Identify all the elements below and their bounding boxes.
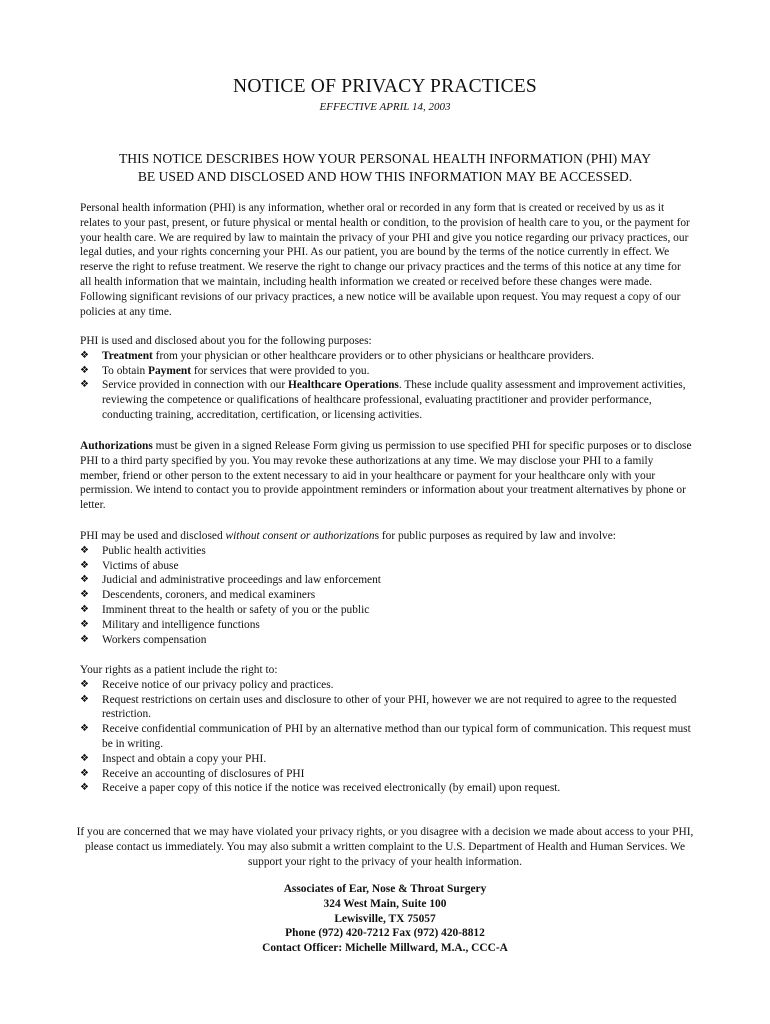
closing-text: If you are concerned that we may have violated your privacy rights, or you disagree with a decision we made about access to your PHI, please contact us immediately. You may also submit a written complaint to the U.S. Department of Health and Human Services. We support your right to the privacy of your health information. bbox=[76, 826, 694, 868]
list-item: ❖ Workers compensation bbox=[80, 633, 207, 646]
diamond-bullet-icon: ❖ bbox=[80, 544, 89, 556]
page-title: NOTICE OF PRIVACY PRACTICES bbox=[233, 76, 537, 97]
diamond-bullet-icon: ❖ bbox=[80, 559, 89, 571]
contact-block bbox=[0, 882, 770, 956]
closing-paragraph bbox=[70, 825, 700, 869]
purpose-term: Payment bbox=[148, 364, 192, 377]
street-address: 324 West Main, Suite 100 bbox=[323, 897, 447, 910]
phone-fax: Phone (972) 420-7212 Fax (972) 420-8812 bbox=[285, 927, 485, 940]
list-item: ❖ Service provided in connection with our Healthcare Operations. These include quality assessment and improvement activities, reviewing the competence or qualifications of healthcare professional, evaluating practitioner and provider performance, conducting training, accreditation, certification, or licensing activities. bbox=[80, 379, 686, 421]
intro-text: Personal health information (PHI) is any information, whether oral or recorded in any form that is created or received by us as it relates to your past, present, or future physical or mental health or condition, to the provision of health care to you, or the payment for your health care. We are required by law to maintain the privacy of your PHI and give you notice regarding our privacy practices, our legal duties, and your rights concerning your PHI. As our patient, you are bound by the terms of the notice currently in effect. We reserve the right to refuse treatment. We reserve the right to change our privacy practices and the terms of this notice at any time for all health information that we maintain, including health information we created or received before these changes were made. Following significant revisions of our privacy practices, a new notice will be available upon request. You may request a copy of our policies at any time. bbox=[80, 202, 690, 318]
contact-officer: Contact Officer: Michelle Millward, M.A., CCC-A bbox=[262, 942, 508, 955]
diamond-bullet-icon: ❖ bbox=[80, 767, 89, 779]
list-item: ❖ Judicial and administrative proceedings and law enforcement bbox=[80, 574, 381, 587]
list-item: ❖ Inspect and obtain a copy your PHI. bbox=[80, 752, 267, 765]
rights-section bbox=[80, 663, 692, 796]
notice-headline bbox=[60, 150, 710, 186]
headline-line-2: BE USED AND DISCLOSED AND HOW THIS INFORMATION MAY BE ACCESSED. bbox=[137, 169, 633, 184]
public-purposes-section bbox=[80, 529, 692, 647]
public-purposes-list bbox=[80, 544, 692, 648]
diamond-bullet-icon: ❖ bbox=[80, 589, 89, 601]
list-item: ❖ Victims of abuse bbox=[80, 559, 179, 572]
diamond-bullet-icon: ❖ bbox=[80, 364, 89, 376]
city-state-zip: Lewisville, TX 75057 bbox=[334, 912, 436, 925]
diamond-bullet-icon: ❖ bbox=[80, 574, 89, 586]
diamond-bullet-icon: ❖ bbox=[80, 379, 89, 391]
diamond-bullet-icon: ❖ bbox=[80, 349, 89, 361]
diamond-bullet-icon: ❖ bbox=[80, 782, 89, 794]
list-item: ❖ To obtain Payment for services that were provided to you. bbox=[80, 364, 370, 377]
list-item: ❖ Public health activities bbox=[80, 544, 206, 557]
diamond-bullet-icon: ❖ bbox=[80, 678, 89, 690]
authorizations-paragraph bbox=[80, 439, 692, 513]
list-item: ❖ Treatment from your physician or other healthcare providers or to other physicians or healthcare providers. bbox=[80, 349, 595, 362]
authorizations-term: Authorizations bbox=[80, 440, 153, 452]
public-lead: PHI may be used and disclosed without consent or authorizations for public purposes as required by law and involve: bbox=[80, 530, 616, 542]
diamond-bullet-icon: ❖ bbox=[80, 633, 89, 645]
list-item: ❖ Receive an accounting of disclosures of PHI bbox=[80, 767, 305, 780]
effective-date: EFFECTIVE APRIL 14, 2003 bbox=[319, 101, 451, 113]
rights-list bbox=[80, 678, 692, 796]
headline-line-1: THIS NOTICE DESCRIBES HOW YOUR PERSONAL HEALTH INFORMATION (PHI) MAY bbox=[118, 151, 652, 166]
list-item: ❖ Request restrictions on certain uses and disclosure to other of your PHI, however we are not required to agree to the requested restriction. bbox=[80, 693, 677, 721]
diamond-bullet-icon: ❖ bbox=[80, 618, 89, 630]
list-item: ❖ Descendents, coroners, and medical examiners bbox=[80, 589, 316, 602]
diamond-bullet-icon: ❖ bbox=[80, 723, 89, 735]
purposes-lead: PHI is used and disclosed about you for the following purposes: bbox=[80, 335, 372, 347]
rights-lead: Your rights as a patient include the right to: bbox=[80, 664, 278, 676]
list-item: ❖ Receive notice of our privacy policy and practices. bbox=[80, 678, 334, 691]
list-item: ❖ Military and intelligence functions bbox=[80, 618, 260, 631]
list-item: ❖ Imminent threat to the health or safety of you or the public bbox=[80, 603, 370, 616]
diamond-bullet-icon: ❖ bbox=[80, 752, 89, 764]
list-item: ❖ Receive a paper copy of this notice if the notice was received electronically (by email) upon request. bbox=[80, 782, 561, 795]
purposes-section bbox=[80, 334, 692, 423]
intro-paragraph bbox=[80, 201, 692, 319]
purposes-list bbox=[80, 349, 692, 423]
list-item: ❖ Receive confidential communication of PHI by an alternative method than our typical form of communication. This request must be in writing. bbox=[80, 723, 691, 750]
authorizations-text: must be given in a signed Release Form giving us permission to use specified PHI for specific purposes or to disclose PHI to a third party specified by you. You may revoke these authorizations at any time. We may disclose your PHI to a family member, friend or other person to the extent necessary to aid in your healthcare or payment for your healthcare only with your permission. We intend to contact you to provide appointment reminders or information about your treatment alternatives by phone or letter. bbox=[80, 440, 692, 512]
diamond-bullet-icon: ❖ bbox=[80, 603, 89, 615]
diamond-bullet-icon: ❖ bbox=[80, 693, 89, 705]
purpose-term: Treatment bbox=[102, 349, 153, 362]
purpose-term: Healthcare Operations bbox=[288, 379, 399, 392]
org-name: Associates of Ear, Nose & Throat Surgery bbox=[283, 883, 487, 895]
